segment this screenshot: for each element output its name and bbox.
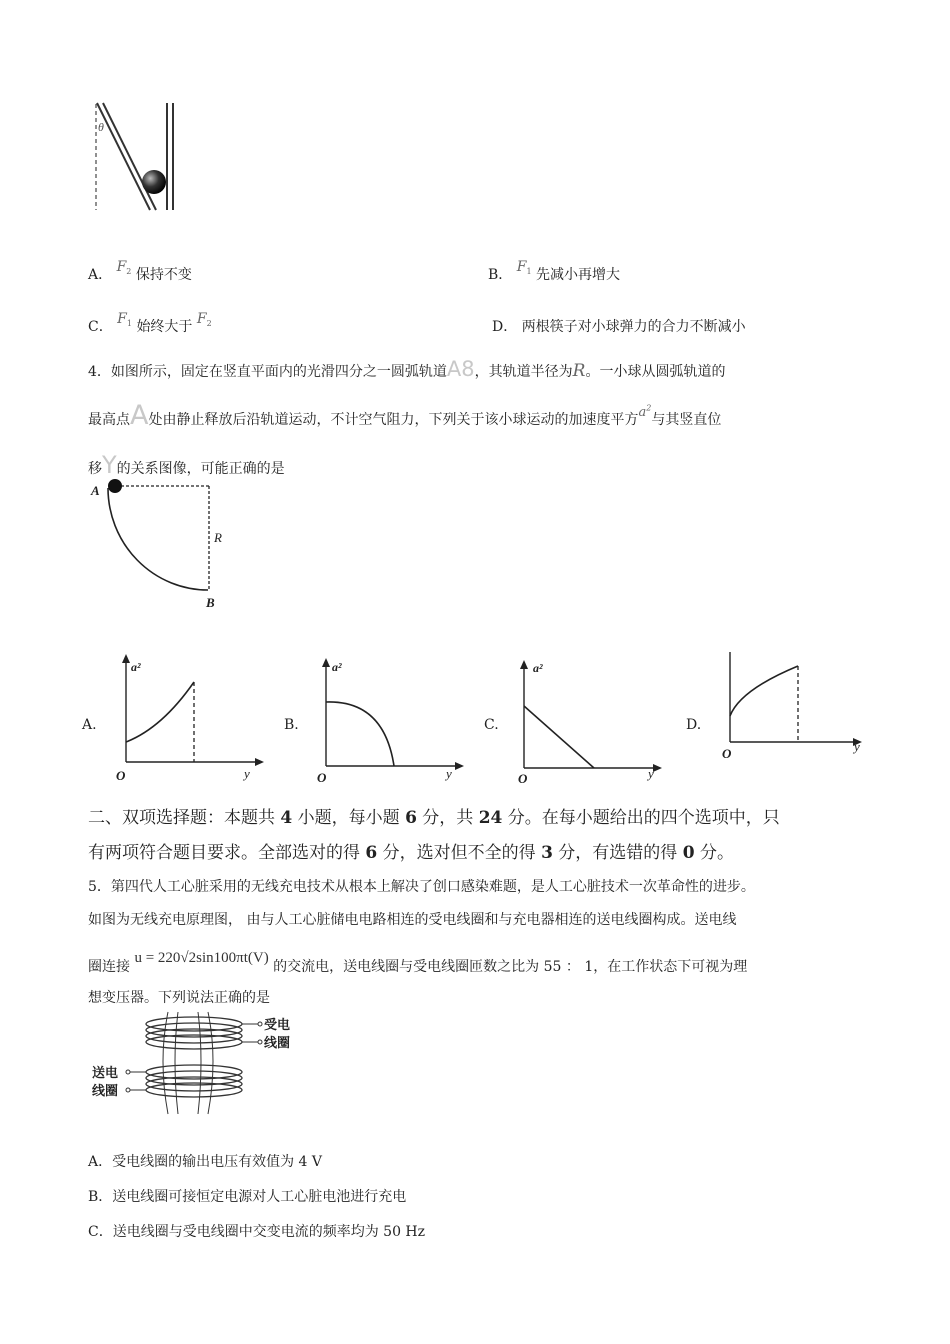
- svg-text:线圈: 线圈: [264, 1036, 291, 1051]
- arc-track-symbol: A8: [446, 357, 475, 381]
- accel-symbol: $a^2$: [638, 403, 652, 420]
- graph-option-c[interactable]: [508, 650, 668, 785]
- svg-text:y: y: [854, 739, 860, 754]
- symbol-f2: $F_2$: [116, 259, 132, 276]
- svg-text:a²: a²: [533, 661, 543, 675]
- option-letter: C．: [88, 319, 113, 335]
- voltage-formula: u = 220√2sin100πt(V): [134, 950, 269, 966]
- graph-b-letter: B.: [284, 717, 299, 733]
- radius-symbol: R: [572, 361, 586, 381]
- option-letter: B．: [488, 267, 513, 283]
- svg-text:y: y: [244, 766, 250, 781]
- section2-line2: 有两项符合题目要求。全部选对的得 6 分，选对但不全的得 3 分，有选错的得 0 分。: [88, 843, 734, 863]
- graph-a-letter: A.: [82, 717, 97, 733]
- symbol-f1: $F_1$: [117, 311, 132, 328]
- svg-text:y: y: [446, 766, 452, 781]
- radius-label: R: [214, 530, 222, 545]
- point-b-label: B: [206, 595, 215, 610]
- wireless-coil-figure: [86, 1010, 306, 1118]
- svg-text:线圈: 线圈: [92, 1084, 119, 1099]
- symbol-f2: $F_2$: [196, 311, 212, 328]
- q4-stem-line2: 最高点A处由静止释放后沿轨道运动，不计空气阻力，下列关于该小球运动的加速度平方$a^2$与其竖直位: [88, 400, 722, 431]
- svg-text:送电: 送电: [92, 1066, 119, 1081]
- point-a-label: A: [91, 483, 100, 498]
- displacement-symbol: Y: [102, 451, 117, 479]
- section2-line1: 二、双项选择题：本题共 4 小题，每小题 6 分，共 24 分。在每小题给出的四个选项中，只: [88, 808, 780, 828]
- q5-stem-line3: 圈连接 u = 220√2sin100πt(V) 的交流电，送电线圈与受电线圈匝数之比为 55 ： 1，在工作状态下可视为理: [88, 950, 748, 975]
- graph-d-letter: D.: [686, 717, 702, 733]
- svg-text:O: O: [518, 771, 528, 785]
- graph-option-a[interactable]: [110, 650, 270, 785]
- q5-option-b[interactable]: B．送电线圈可接恒定电源对人工心脏电池进行充电: [88, 1189, 407, 1205]
- point-a-symbol: A: [130, 400, 149, 431]
- q3-option-a[interactable]: [88, 259, 192, 290]
- q3-option-b[interactable]: [488, 259, 621, 290]
- q3-option-d[interactable]: [492, 317, 746, 337]
- option-text: 保持不变: [135, 267, 192, 283]
- svg-text:y: y: [648, 766, 654, 781]
- theta-label: θ: [98, 120, 104, 134]
- symbol-f1: $F_1$: [516, 259, 532, 276]
- option-text: 先减小再增大: [536, 267, 621, 283]
- q5-stem-line2: 如图为无线充电原理图， 由与人工心脏储电电路相连的受电线圈和与充电器相连的送电线圈构成。送电线: [88, 912, 737, 928]
- svg-text:O: O: [317, 770, 327, 785]
- svg-text:O: O: [722, 746, 732, 761]
- option-letter: A．: [88, 267, 113, 283]
- q5-option-c[interactable]: C．送电线圈与受电线圈中交变电流的频率均为 50 Hz: [88, 1224, 426, 1240]
- q3-option-c[interactable]: [88, 311, 212, 342]
- graph-c-letter: C.: [484, 717, 499, 733]
- q5-stem-line1: 5．第四代人工心脏采用的无线充电技术从根本上解决了创口感染难题，是人工心脏技术一次革命性的进步。: [88, 879, 755, 895]
- graph-option-d[interactable]: [716, 650, 876, 765]
- svg-text:O: O: [116, 768, 126, 783]
- q5-stem-line4: 想变压器。下列说法正确的是: [88, 990, 270, 1006]
- arc-track-figure: [86, 478, 236, 618]
- svg-text:a²: a²: [332, 660, 342, 674]
- graph-option-b[interactable]: [310, 650, 470, 785]
- q4-stem-line1: 4．如图所示，固定在竖直平面内的光滑四分之一圆弧轨道A8，其轨道半径为R。一小球从圆弧轨道的: [88, 357, 726, 381]
- q4-stem-line3: 移Y的关系图像，可能正确的是: [88, 451, 285, 479]
- option-text: 始终大于: [136, 319, 193, 335]
- svg-text:a²: a²: [131, 660, 141, 674]
- q5-option-a[interactable]: A．受电线圈的输出电压有效值为 4 V: [88, 1154, 323, 1170]
- chopsticks-ball-figure: [88, 98, 183, 218]
- option-text: 两根筷子对小球弹力的合力不断减小: [521, 319, 746, 335]
- svg-text:受电: 受电: [264, 1018, 291, 1033]
- option-letter: D．: [492, 319, 518, 335]
